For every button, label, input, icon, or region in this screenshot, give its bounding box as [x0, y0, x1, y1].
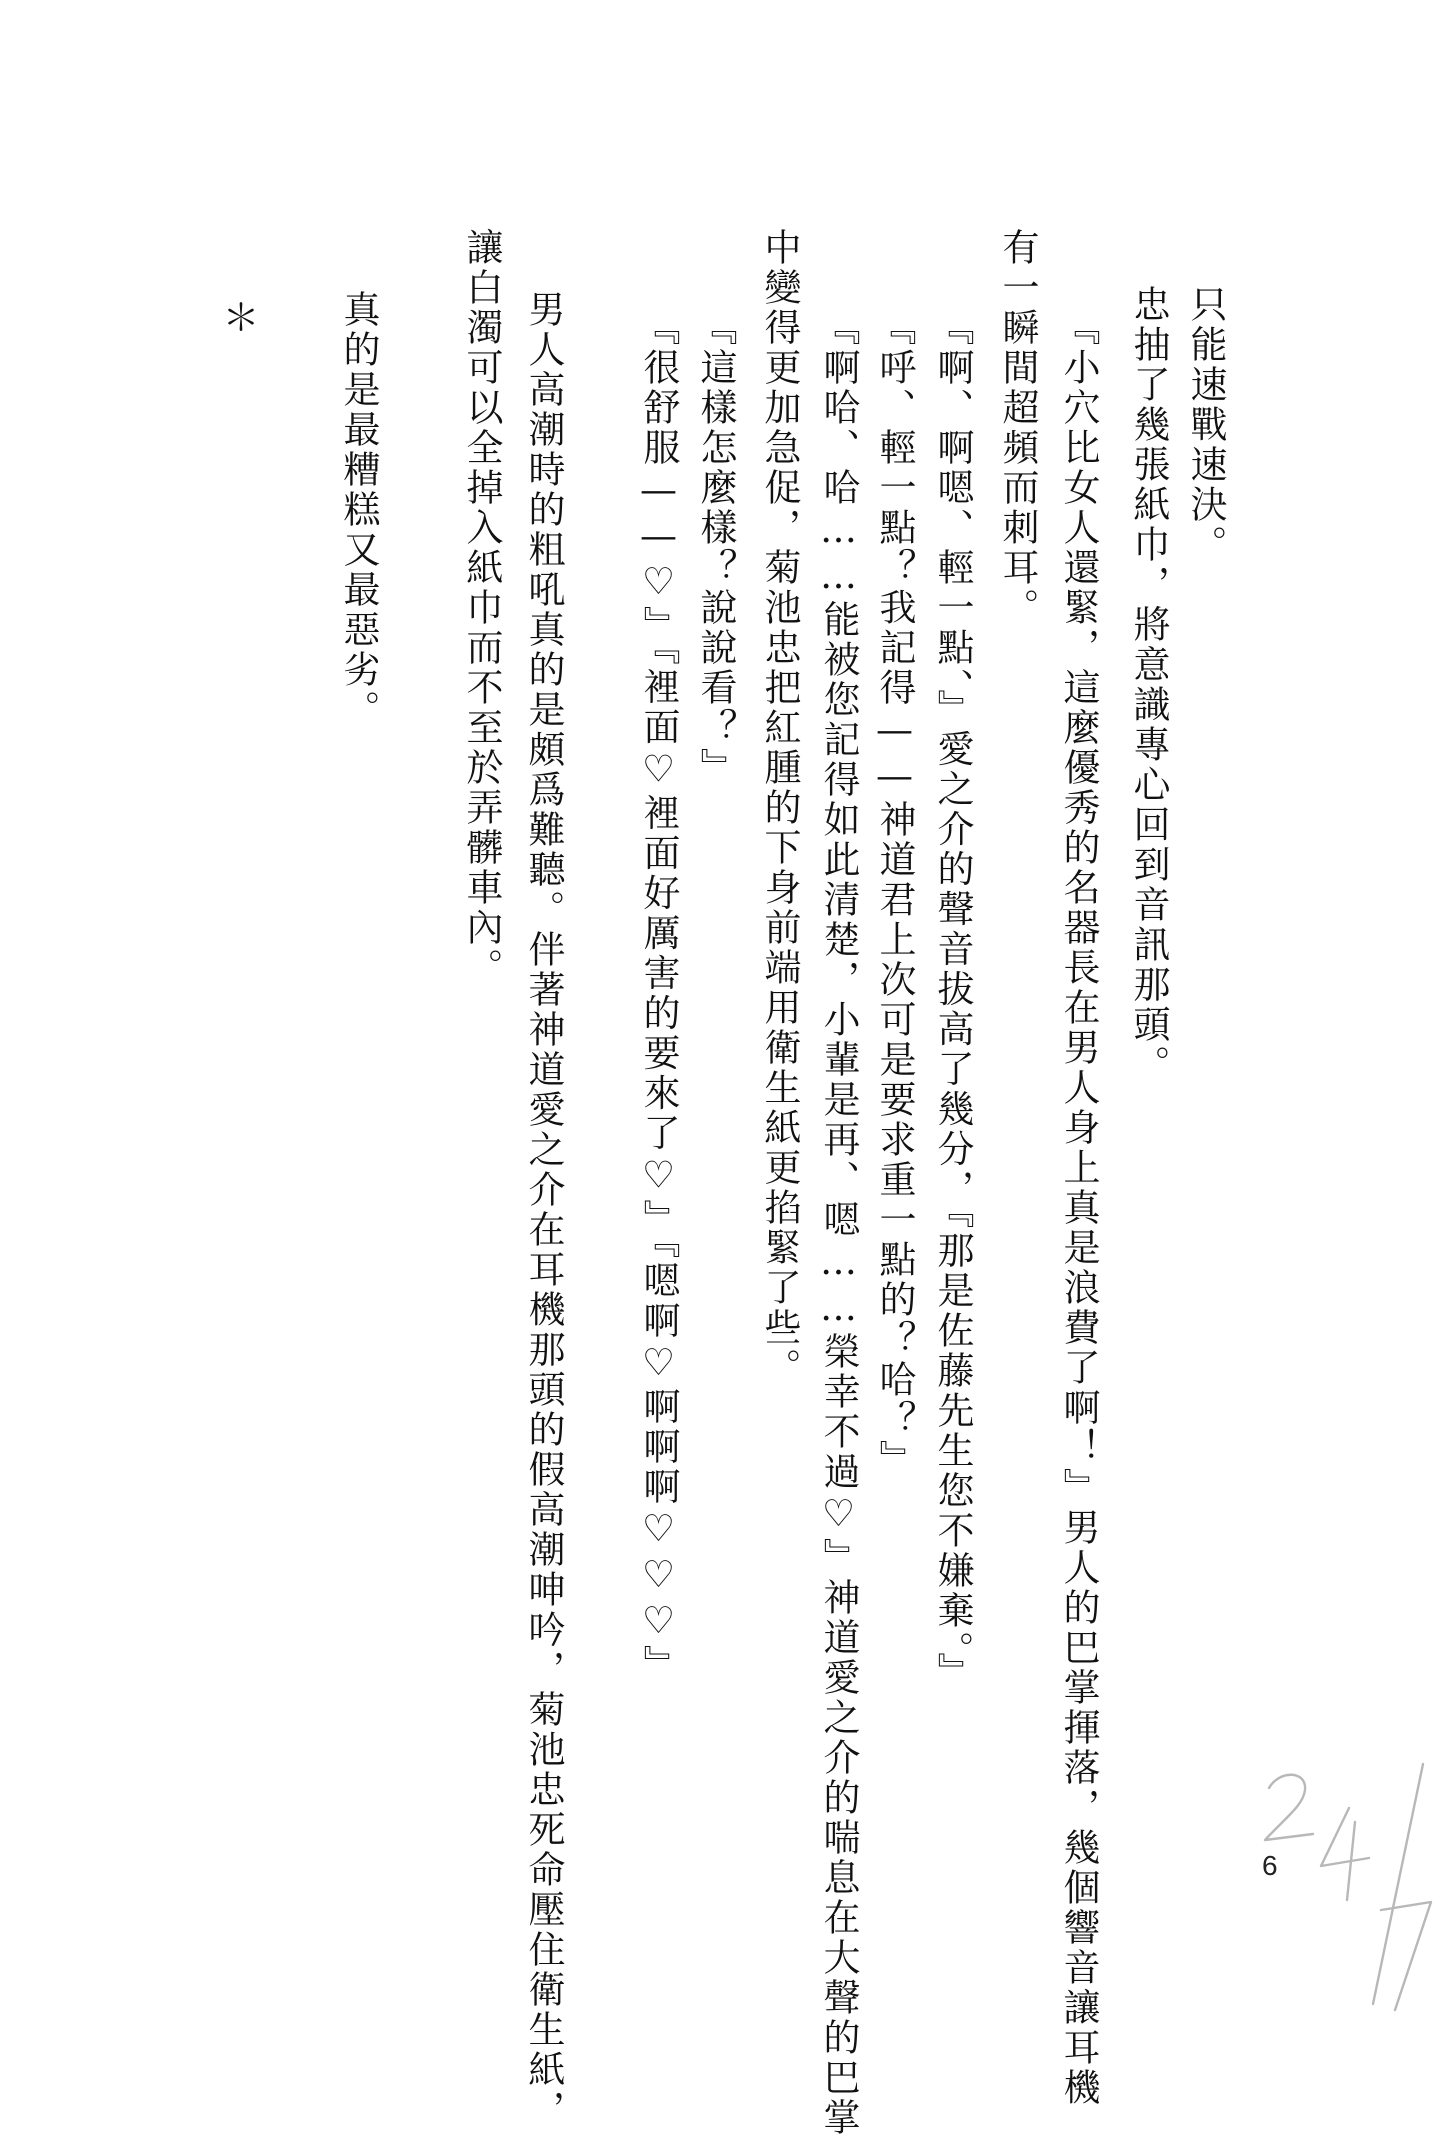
- text-line-11: 男人高潮時的粗吼真的是頗爲難聽。伴著神道愛之介在耳機那頭的假高潮呻吟，菊池忠死命壓住衛生紙，: [522, 290, 565, 2130]
- text-line-1: 只能速戰速決。: [1184, 285, 1227, 565]
- text-line-13: 真的是最糟糕又最惡劣。: [337, 290, 380, 730]
- text-line-3: 『小穴比女人還緊，這麼優秀的名器長在男人身上真是浪費了啊！』男人的巴掌揮落，幾個響音讓耳機: [1057, 308, 1100, 2108]
- text-line-10: 『很舒服——♡』『裡面♡裡面好厲害的要來了♡』『嗯啊♡啊啊啊♡♡♡』: [637, 308, 680, 1685]
- text-line-12: 讓白濁可以全掉入紙巾而不至於弄髒車內。: [460, 228, 503, 988]
- text-line-6: 『呼、輕一點？我記得——神道君上次可是要求重一點的？哈？』: [873, 308, 916, 1480]
- text-line-5: 『啊、啊嗯、輕一點、』愛之介的聲音拔高了幾分，『那是佐藤先生您不嫌棄。』: [931, 308, 974, 1693]
- section-break-asterisk: ＊: [216, 298, 259, 338]
- page-number: 6: [1262, 1850, 1278, 1881]
- text-line-9: 『這樣怎麼樣？說說看？』: [694, 308, 737, 788]
- text-line-2: 忠抽了幾張紙巾，將意識專心回到音訊那頭。: [1127, 285, 1170, 1085]
- text-line-7: 『啊哈、哈……能被您記得如此清楚，小輩是再、嗯……榮幸不過♡』神道愛之介的喘息在大聲的巴掌: [817, 308, 860, 2138]
- text-line-8: 中變得更加急促，菊池忠把紅腫的下身前端用衛生紙更掐緊了些。: [758, 228, 801, 1388]
- text-line-4: 有一瞬間超頻而刺耳。: [996, 228, 1039, 628]
- handwritten-date-watermark: [1255, 1760, 1433, 2014]
